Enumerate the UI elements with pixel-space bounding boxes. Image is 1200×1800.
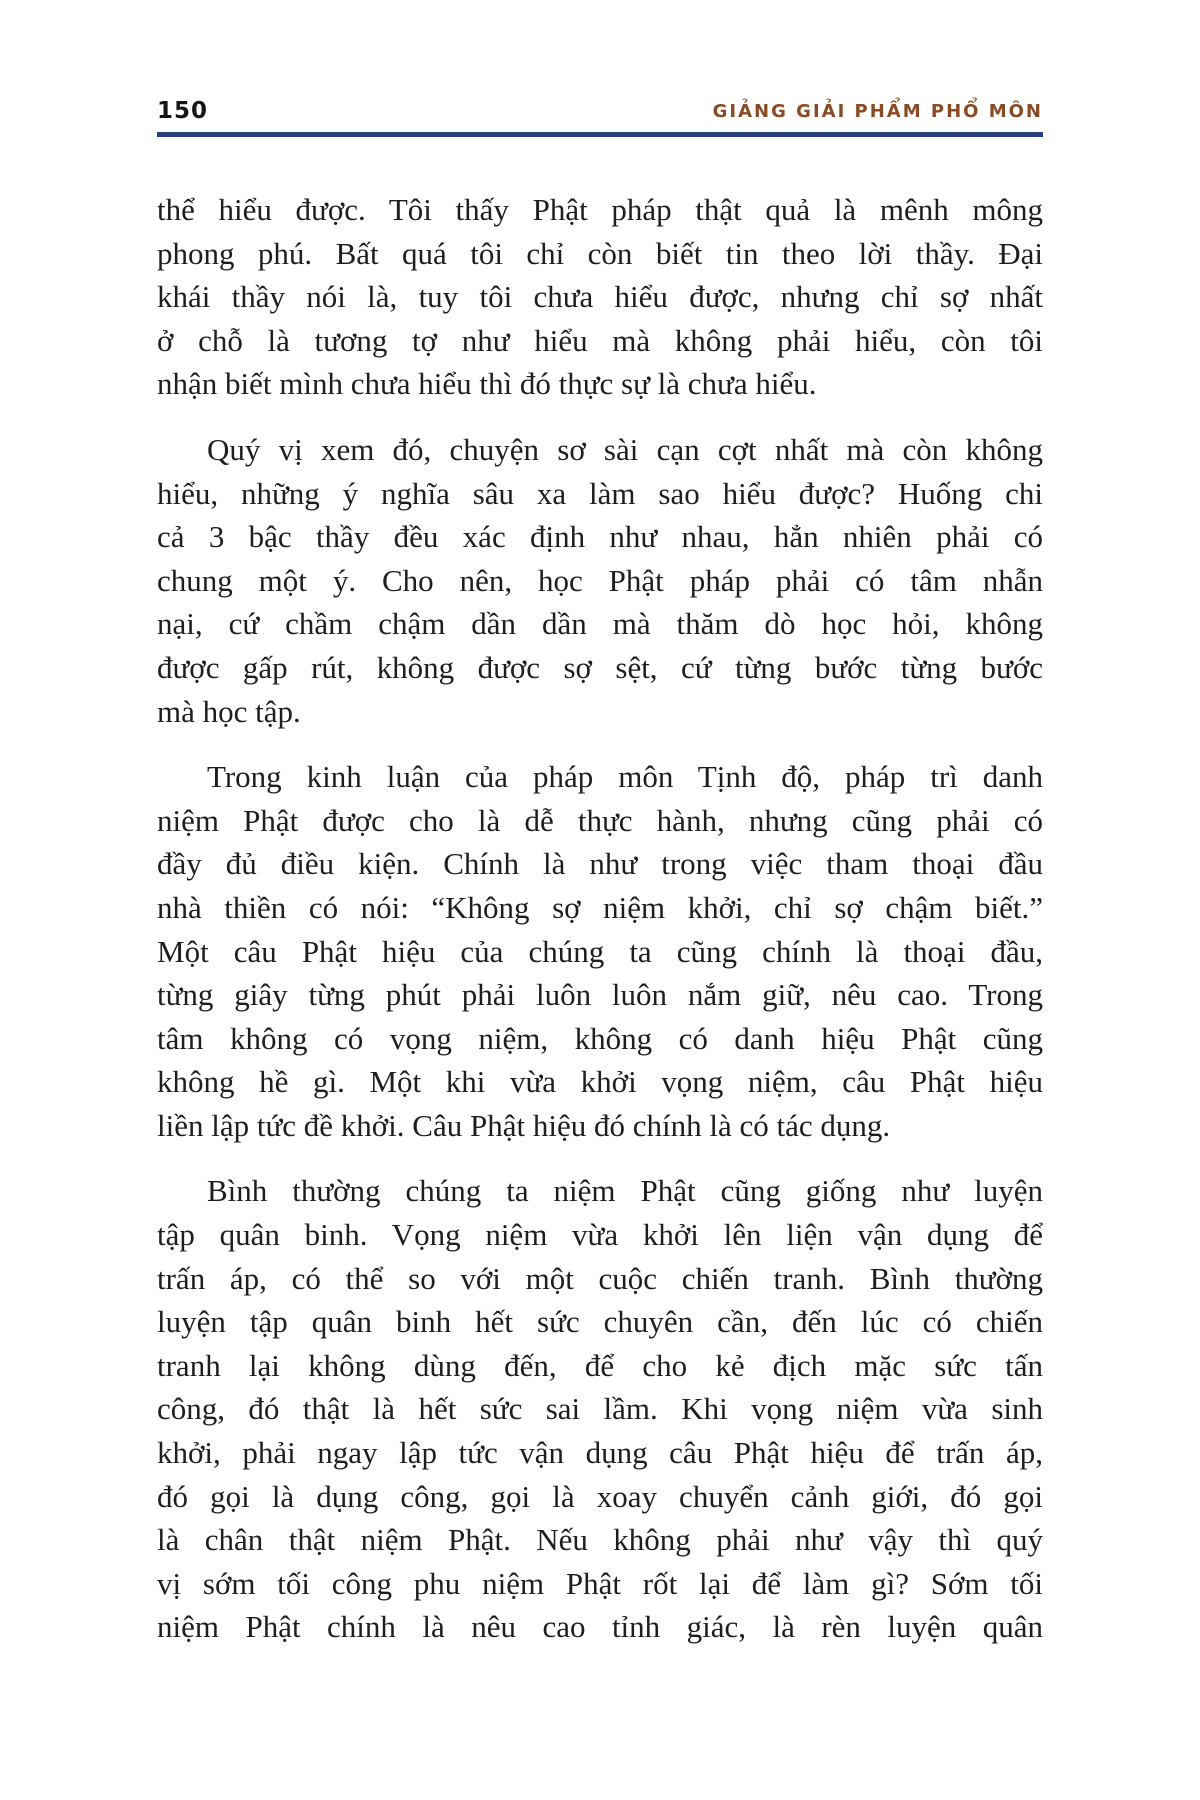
text-line: nhận biết mình chưa hiểu thì đó thực sự là chưa hiểu. [157, 366, 817, 402]
paragraph [157, 428, 1043, 733]
text-line: thể hiểu được. Tôi thấy Phật pháp thật quả là mênh mông [157, 192, 1043, 227]
text-line: tranh lại không dùng đến, để cho kẻ địch mặc sức tấn [157, 1347, 1043, 1383]
paragraph [157, 1169, 1043, 1649]
text-line: niệm Phật chính là nêu cao tỉnh giác, là rèn luyện quân [157, 1609, 1043, 1645]
text-line: là chân thật niệm Phật. Nếu không phải như vậy thì quý [157, 1522, 1043, 1558]
running-title: GIẢNG GIẢI PHẨM PHỔ MÔN [712, 101, 1043, 122]
text-line: liền lập tức đề khởi. Câu Phật hiệu đó chính là có tác dụng. [157, 1107, 891, 1143]
text-line: vị sớm tối công phu niệm Phật rốt lại để làm gì? Sớm tối [157, 1565, 1043, 1601]
text-line: phong phú. Bất quá tôi chỉ còn biết tin theo lời thầy. Đại [157, 235, 1043, 271]
text-line: luyện tập quân binh hết sức chuyên cần, đến lúc có chiến [157, 1304, 1043, 1340]
text-line: ở chỗ là tương tợ như hiểu mà không phải hiểu, còn tôi [157, 322, 1043, 358]
text-line: từng giây từng phút phải luôn luôn nắm giữ, nêu cao. Trong [157, 977, 1043, 1013]
text-line: đó gọi là dụng công, gọi là xoay chuyển cảnh giới, đó gọi [157, 1478, 1043, 1514]
text-line: trấn áp, có thể so với một cuộc chiến tranh. Bình thường [157, 1260, 1043, 1296]
text-line: tập quân binh. Vọng niệm vừa khởi lên liện vận dụng để [157, 1217, 1043, 1253]
text-line: Một câu Phật hiệu của chúng ta cũng chính là thoại đầu, [157, 933, 1043, 969]
text-line: Bình thường chúng ta niệm Phật cũng giống như luyện [207, 1173, 1043, 1209]
paragraph [157, 188, 1043, 406]
text-line: đầy đủ điều kiện. Chính là như trong việc tham thoại đầu [157, 846, 1043, 882]
text-line: mà học tập. [157, 693, 301, 729]
text-line: được gấp rút, không được sợ sệt, cứ từng bước từng bước [157, 649, 1043, 685]
text-line: nại, cứ chầm chậm dần dần mà thăm dò học hỏi, không [157, 606, 1043, 642]
paragraph [157, 755, 1043, 1147]
text-line: niệm Phật được cho là dễ thực hành, nhưng cũng phải có [157, 802, 1043, 838]
text-line: khởi, phải ngay lập tức vận dụng câu Phật hiệu để trấn áp, [157, 1435, 1043, 1471]
text-line: tâm không có vọng niệm, không có danh hiệu Phật cũng [157, 1020, 1043, 1056]
body-text [157, 188, 1043, 1671]
text-line: Trong kinh luận của pháp môn Tịnh độ, pháp trì danh [207, 759, 1043, 795]
text-line: nhà thiền có nói: “Không sợ niệm khởi, chỉ sợ chậm biết.” [157, 889, 1043, 925]
page-header [157, 96, 1043, 126]
header-rule [157, 132, 1043, 137]
text-line: chung một ý. Cho nên, học Phật pháp phải có tâm nhẫn [157, 562, 1043, 598]
text-line: công, đó thật là hết sức sai lầm. Khi vọng niệm vừa sinh [157, 1391, 1043, 1427]
text-line: Quý vị xem đó, chuyện sơ sài cạn cợt nhất mà còn không [207, 431, 1043, 467]
text-line: không hề gì. Một khi vừa khởi vọng niệm, câu Phật hiệu [157, 1064, 1043, 1100]
text-line: cả 3 bậc thầy đều xác định như nhau, hẳn nhiên phải có [157, 519, 1043, 555]
text-line: khái thầy nói là, tuy tôi chưa hiểu được, nhưng chỉ sợ nhất [157, 279, 1043, 315]
text-line: hiểu, những ý nghĩa sâu xa làm sao hiểu được? Huống chi [157, 475, 1043, 511]
page-number: 150 [157, 98, 209, 124]
